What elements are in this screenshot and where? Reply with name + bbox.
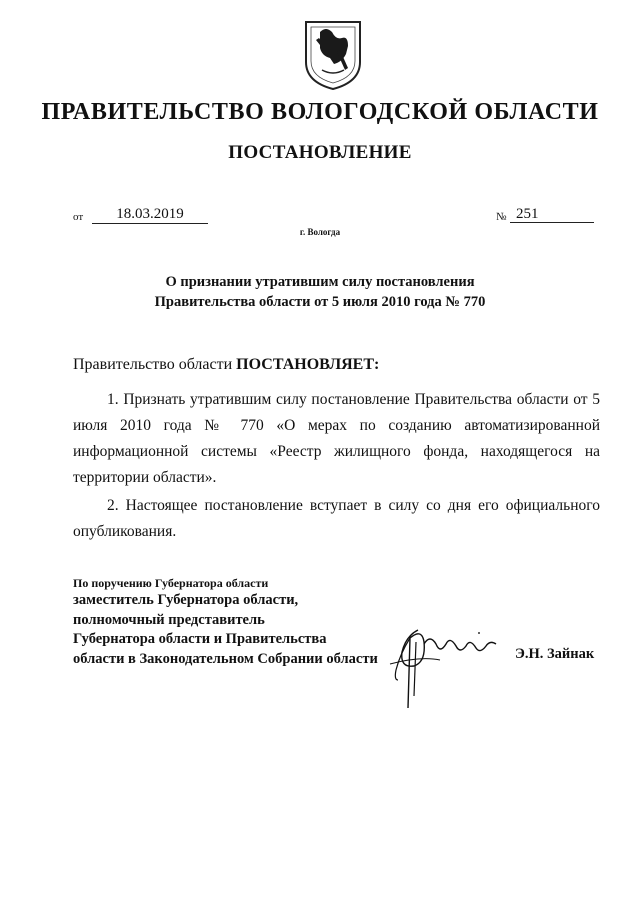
coat-of-arms-icon [302,18,364,92]
position-line: Губернатора области и Правительства [73,631,327,647]
ink-speck [478,632,480,634]
position-line: области в Законодательном Собрании области [73,650,378,667]
document-number: 251 [510,205,594,223]
intro-text: Правительство области [73,356,237,373]
position-line: полномочный представитель [73,611,265,628]
signer-position [73,591,378,669]
document-date: 18.03.2019 [92,205,208,224]
document-type: ПОСТАНОВЛЕНИЕ [228,142,412,163]
paragraph-1: 1. Признать утратившим силу постановление Правительства области от 5 июля 2010 года № 770 «О мерах по созданию автоматизированной информационной системы «Реестр жилищного фонда, находящегося на территории области». [73,391,600,486]
date-label: от [73,211,84,223]
subject-line-1: О признании утратившим силу постановления [165,274,475,290]
resolution-intro [73,356,379,374]
subject-line-2: Правительства области от 5 июля 2010 года № 770 [154,294,486,310]
on-behalf-line: По поручению Губернатора области [73,576,269,590]
signer-name: Э.Н. Зайнак [515,646,595,662]
position-line: заместитель Губернатора области, [73,592,299,608]
document-subject [0,272,640,312]
paragraph-2: 2. Настоящее постановление вступает в силу со дня его официального опубликования. [73,497,600,540]
organization-title: ПРАВИТЕЛЬСТВО ВОЛОГОДСКОЙ ОБЛАСТИ [41,99,599,125]
intro-verb: ПОСТАНОВЛЯЕТ: [236,356,380,373]
handwritten-signature-icon [380,608,510,718]
number-label: № [496,211,507,223]
city: г. Вологда [299,227,341,237]
